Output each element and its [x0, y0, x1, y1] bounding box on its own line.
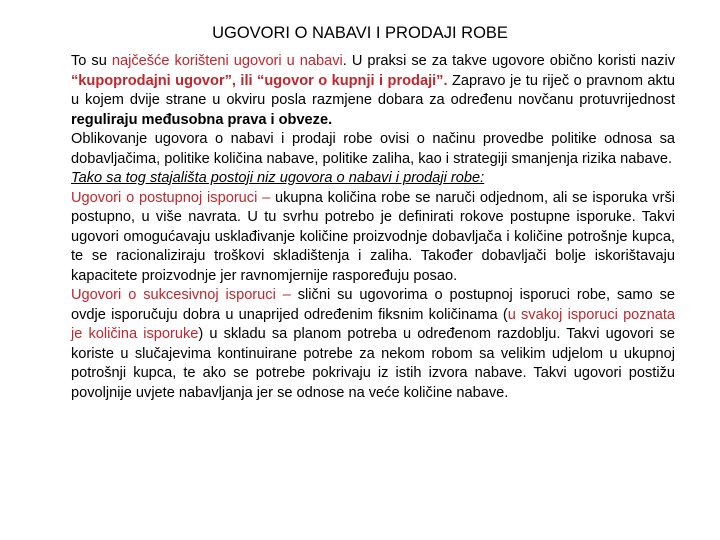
slide-title: UGOVORI O NABAVI I PRODAJI ROBE: [212, 24, 508, 42]
types-heading-text: Tako sa tog stajališta postoji niz ugovora o nabavi i prodaji robe:: [71, 170, 485, 186]
paragraph-types-heading: [71, 169, 675, 189]
successive-delivery-text-1: slični su ugovorima o postupnoj isporuci robe, samo se ovdje isporučuju dobra u unaprijed određenim fiksnim količinama (: [71, 287, 676, 323]
gradual-delivery-term: Ugovori o postupnoj isporuci –: [71, 189, 276, 206]
successive-delivery-text-2: ) u skladu sa planom potreba u određenom razdoblju. Takvi ugovori se koriste u slučajevima kontinuirane potrebe za nekom robom sa velikim udjelom u ukupnoj potrošnji kupca, te ako se potrebe pokrivaju iz istih izvora nabave. Takvi ugovori postižu povoljnije uvjete nabavljanja jer se odnose na veće količine nabave.: [71, 326, 675, 401]
successive-delivery-highlight: u svakoj isporuci poznata je količina isporuke: [71, 306, 675, 342]
intro-text-3: Zapravo je tu riječ o pravnom aktu u kojem dvije strane u okviru posla razmjene dobara za određenu novčanu protuvrijednost: [71, 72, 676, 108]
paragraph-policy: Oblikovanje ugovora o nabavi i prodaji robe ovisi o načinu provedbe politike odnosa sa dobavljačima, politike količina nabave, politike zaliha, kao i strategiji smanjenja rizika nabave.: [71, 131, 675, 167]
intro-highlight-2: “kupoprodajni ugovor”, ili “ugovor o kupnji i prodaji”.: [71, 72, 448, 89]
intro-text-2: . U praksi se za takve ugovore obično koristi naziv: [342, 53, 675, 69]
slide-body: [71, 52, 675, 403]
intro-highlight-1: najčešće korišteni ugovori u nabavi: [111, 53, 343, 69]
intro-text-1: To su: [71, 53, 112, 69]
successive-delivery-term: Ugovori o sukcesivnoj isporuci –: [71, 287, 298, 303]
paragraph-successive-delivery: [71, 286, 675, 403]
paragraph-intro: [71, 52, 675, 130]
paragraph-gradual-delivery: [71, 189, 675, 287]
gradual-delivery-text: ukupna količina robe se naruči odjednom, ali se isporuka vrši postupno, u više navrata. U tu svrhu potrebo je definirati rokove postupne isporuke. Takvi ugovori omogućavaju usklađivanje količine proizvodnje dobavljača i količine potrošnje kupca, te se racionaliziraju troškovi skladištenja i zaliha. Također dobavljači bolje iskorištavaju kapacitete proizvodnje jer ravnomjernije raspoređuju posao.: [71, 189, 675, 284]
intro-bold-phrase: reguliraju međusobna prava i obveze.: [71, 111, 333, 128]
